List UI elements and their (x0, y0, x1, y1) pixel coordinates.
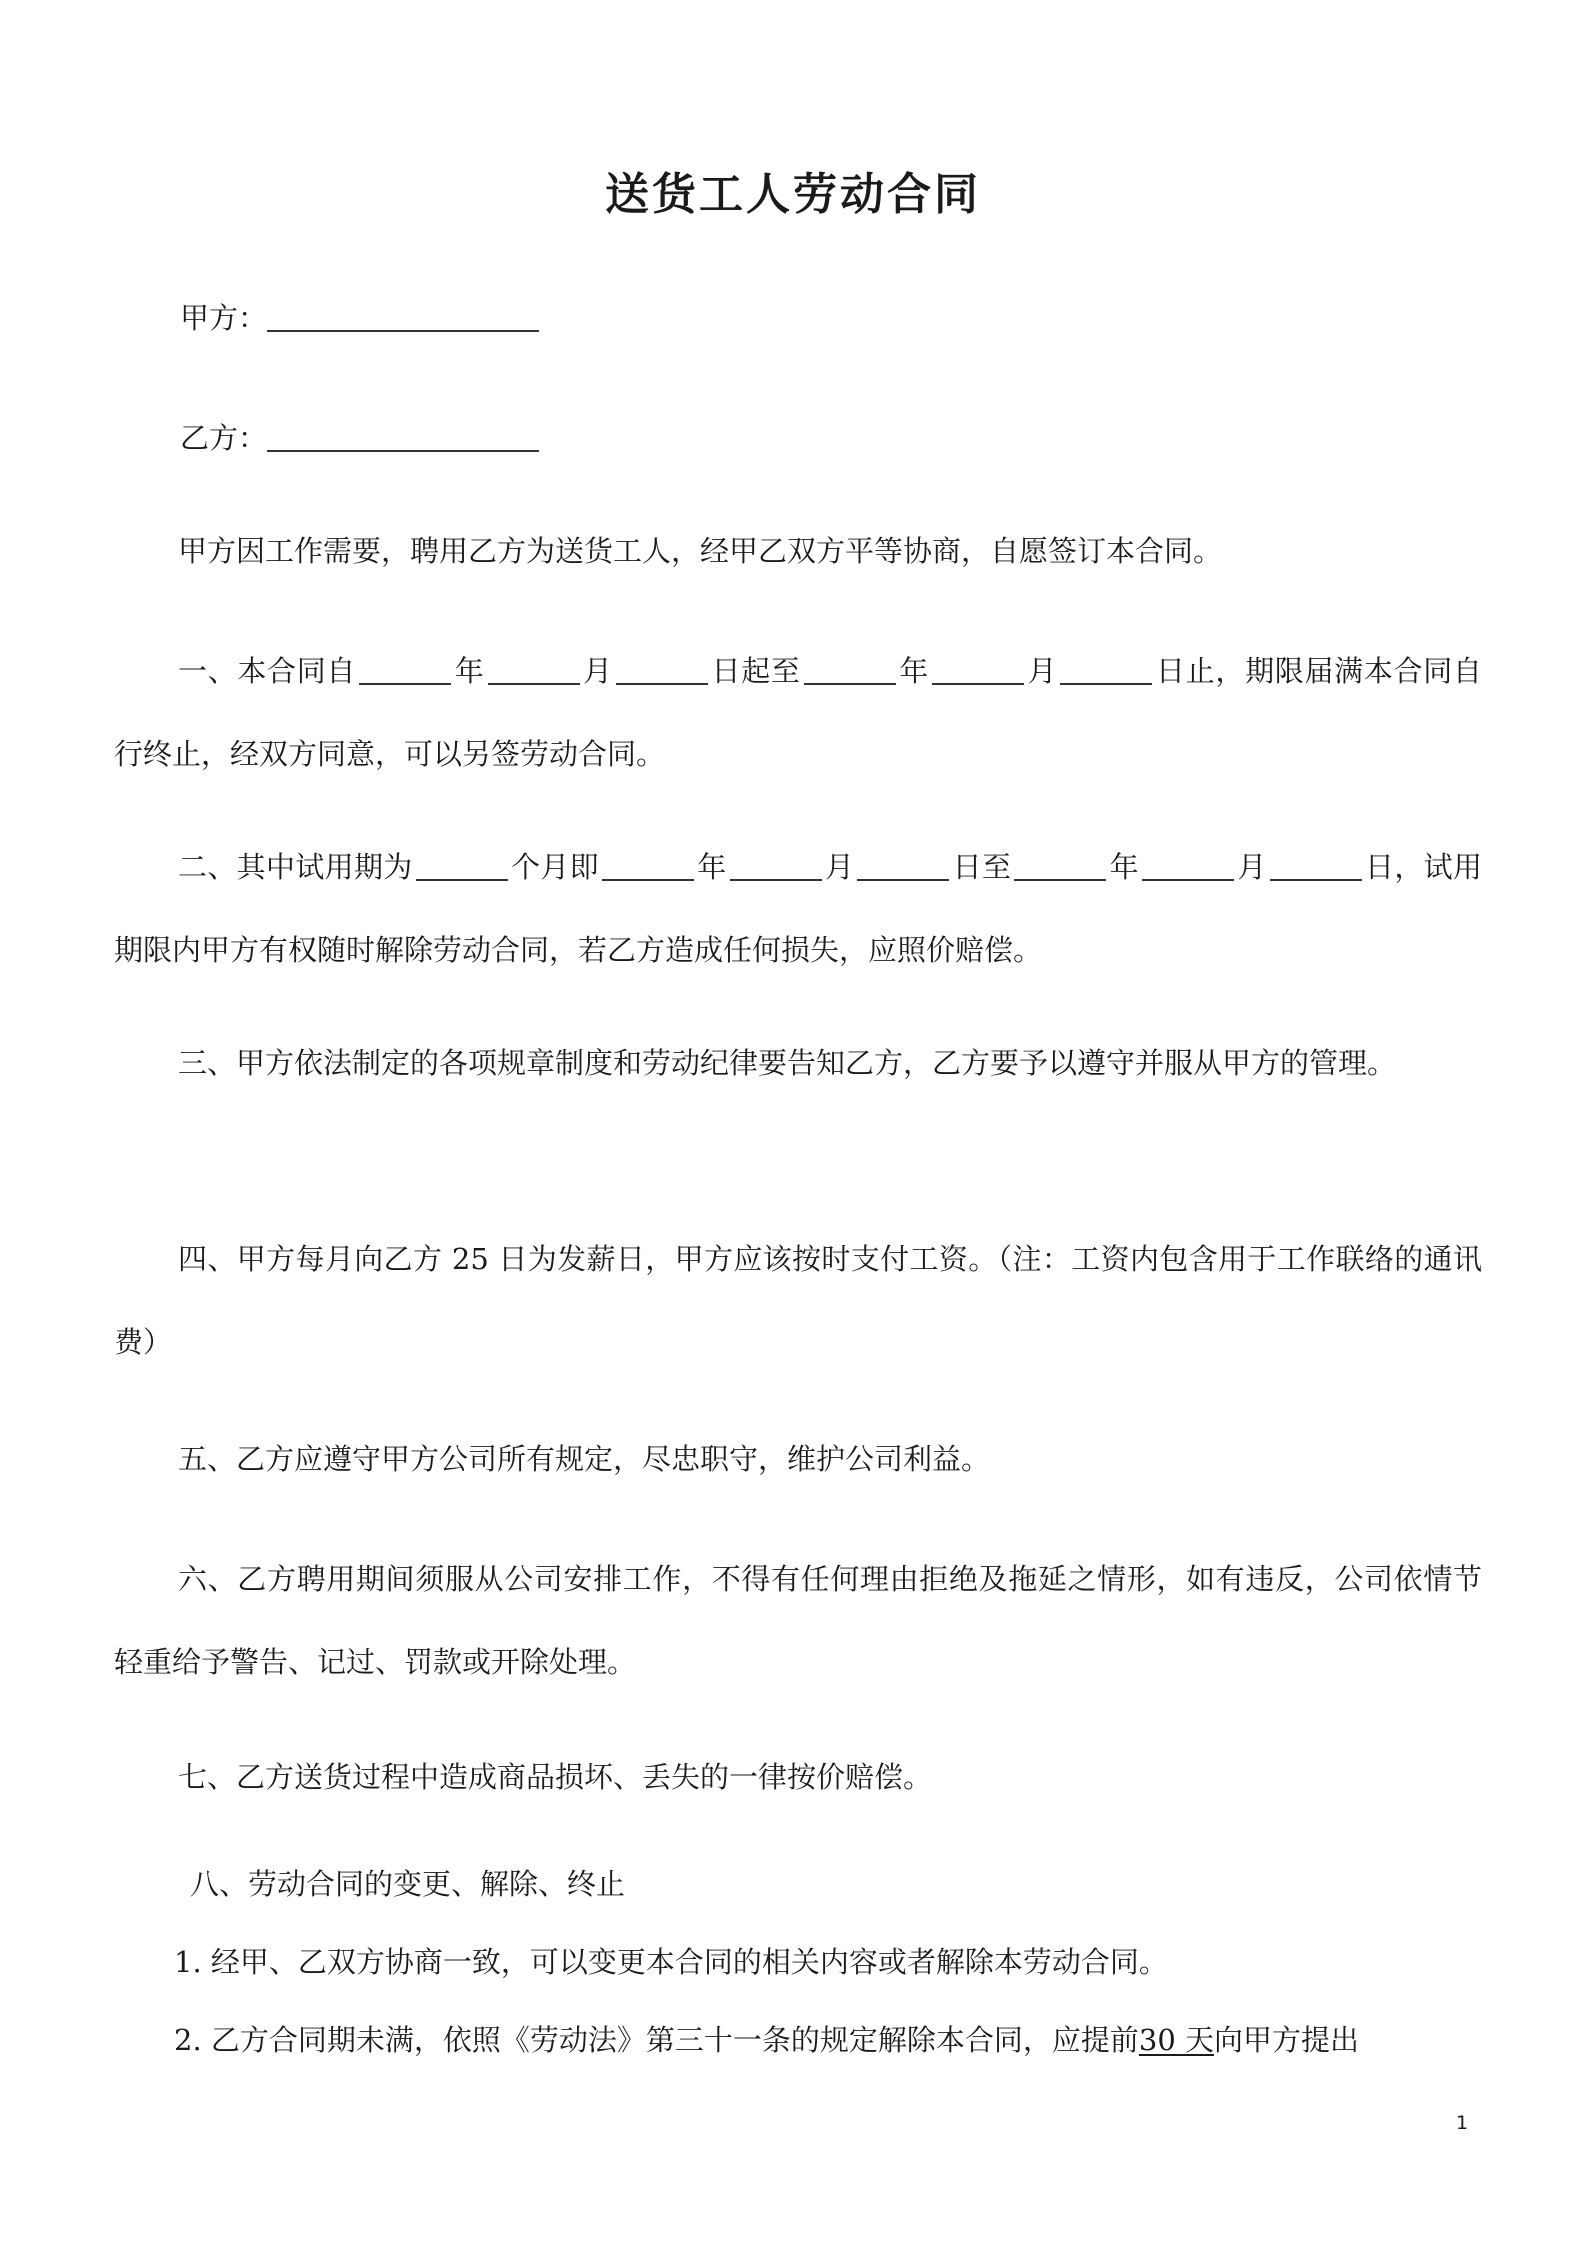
day-from-label: 日起至 (710, 654, 801, 688)
party-b-line (180, 416, 539, 457)
probation-start-year-blank[interactable] (602, 853, 694, 881)
probation-end-day-blank[interactable] (1270, 853, 1362, 881)
party-a-blank[interactable] (267, 304, 539, 332)
year-label: 年 (454, 654, 485, 688)
probation-start-month-blank[interactable] (730, 853, 822, 881)
probation-end-month-blank[interactable] (1142, 853, 1234, 881)
probation-end-year-blank[interactable] (1014, 853, 1106, 881)
clause-2-text: 二、其中试用期为 (178, 850, 413, 884)
clause-3: 三、甲方依法制定的各项规章制度和劳动纪律要告知乙方，乙方要予以遵守并服从甲方的管理。 (178, 1046, 1397, 1080)
start-month-blank[interactable] (488, 657, 580, 685)
clause-2 (114, 826, 1482, 992)
end-day-blank[interactable] (1060, 657, 1152, 685)
clause-4: 四、甲方每月向乙方 25 日为发薪日，甲方应该按时支付工资。（注：工资内包含用于工作联络的通讯费） (114, 1242, 1482, 1359)
item-2-end: 向甲方提出 (1214, 2023, 1360, 2057)
clause-1-end: 日止，期限届满本合同自行终止，经双方同意，可以另签劳动合同。 (114, 654, 1482, 771)
section-8-heading: 八、劳动合同的变更、解除、终止 (190, 1867, 626, 1901)
clause-2-end: 日，试用期限内甲方有权随时解除劳动合同，若乙方造成任何损失，应照价赔偿。 (114, 850, 1482, 967)
clause-1-text: 一、本合同自 (178, 654, 357, 688)
month-label: 月 (1027, 654, 1058, 688)
document-title: 送货工人劳动合同 (605, 169, 981, 220)
party-b-label: 乙方： (180, 421, 268, 455)
month-label: 月 (824, 850, 855, 884)
probation-start-day-blank[interactable] (857, 853, 949, 881)
months-label: 个月即 (510, 850, 599, 884)
day-to-label: 日至 (952, 850, 1012, 884)
section-8-item-2 (174, 2018, 1482, 2059)
clause-7: 七、乙方送货过程中造成商品损坏、丢失的一律按价赔偿。 (178, 1760, 933, 1794)
page-number: 1 (1456, 2112, 1469, 2134)
month-label: 月 (1236, 850, 1267, 884)
probation-months-blank[interactable] (416, 853, 508, 881)
start-year-blank[interactable] (359, 657, 451, 685)
intro-paragraph: 甲方因工作需要，聘用乙方为送货工人，经甲乙双方平等协商，自愿签订本合同。 (178, 534, 1223, 568)
start-day-blank[interactable] (616, 657, 708, 685)
year-label: 年 (1109, 850, 1139, 884)
party-a-label: 甲方： (180, 301, 268, 335)
section-8-item-1: 1. 经甲、乙双方协商一致，可以变更本合同的相关内容或者解除本劳动合同。 (174, 1945, 1168, 1979)
party-a-line (180, 296, 539, 337)
end-month-blank[interactable] (932, 657, 1024, 685)
item-2-text: 2. 乙方合同期未满，依照《劳动法》第三十一条的规定解除本合同，应提前 (174, 2023, 1139, 2057)
clause-1 (114, 630, 1482, 796)
clause-6: 六、乙方聘用期间须服从公司安排工作，不得有任何理由拒绝及拖延之情形，如有违反，公司依情节轻重给予警告、记过、罚款或开除处理。 (114, 1562, 1482, 1679)
clause-5: 五、乙方应遵守甲方公司所有规定，尽忠职守，维护公司利益。 (178, 1442, 991, 1476)
end-year-blank[interactable] (804, 657, 896, 685)
party-b-blank[interactable] (267, 424, 539, 452)
year-label: 年 (898, 654, 929, 688)
notice-days: 30 天 (1138, 2023, 1215, 2057)
month-label: 月 (582, 654, 613, 688)
year-label: 年 (696, 850, 727, 884)
